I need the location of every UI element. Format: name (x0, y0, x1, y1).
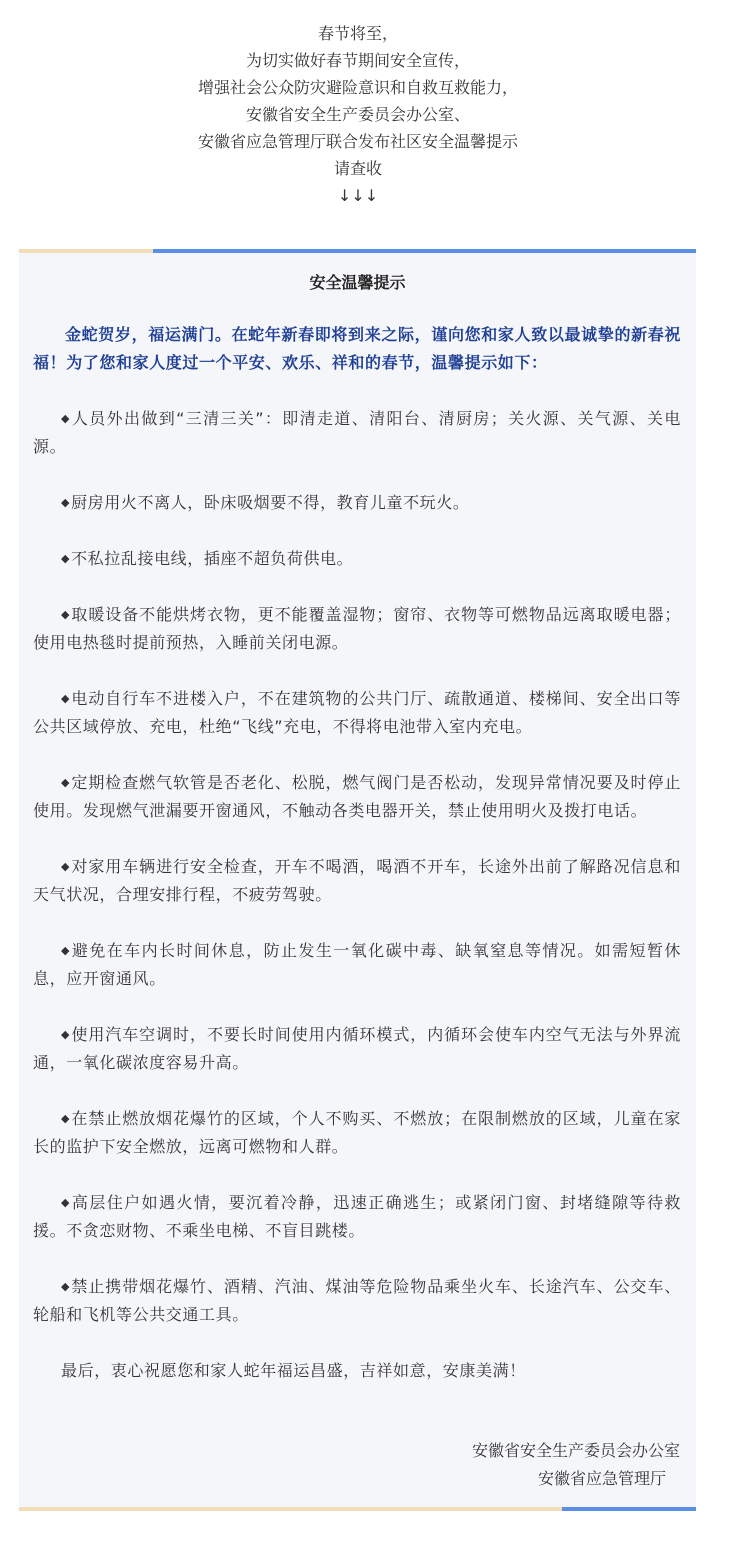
tip-item (33, 601, 681, 657)
tip-item (33, 937, 681, 993)
intro-line: 增强社会公众防灾避险意识和自救互救能力， (197, 78, 518, 97)
diamond-bullet-icon: ◆ (61, 1196, 71, 1209)
tip-item (33, 489, 681, 517)
tip-text: 人员外出做到“三清三关”：即清走道、清阳台、清厨房；关火源、关气源、关电源。 (33, 409, 682, 456)
intro-block (0, 20, 716, 209)
signature-line: 安徽省应急管理厅 (537, 1469, 666, 1488)
diamond-bullet-icon: ◆ (61, 1280, 71, 1293)
tip-text: 在禁止燃放烟花爆竹的区域，个人不购买、不燃放；在限制燃放的区域，儿童在家长的监护下安全燃放，远离可燃物和人群。 (33, 1109, 681, 1156)
tip-item (33, 853, 681, 909)
diamond-bullet-icon: ◆ (61, 776, 71, 789)
diamond-bullet-icon: ◆ (61, 692, 71, 705)
intro-line: 请查收 (333, 159, 382, 178)
diamond-bullet-icon: ◆ (61, 412, 71, 425)
greeting-paragraph: 金蛇贺岁，福运满门。在蛇年新春即将到来之际，谨向您和家人致以最诚挚的新春祝福！为了您和家人度过一个平安、欢乐、祥和的春节，温馨提示如下： (33, 325, 681, 372)
down-arrows-icon: ↓↓↓ (337, 186, 379, 205)
divider-blue-segment (562, 1507, 696, 1511)
diamond-bullet-icon: ◆ (61, 608, 71, 621)
tip-item (33, 1273, 681, 1329)
tips-list (33, 405, 681, 1329)
closing-paragraph: 最后，衷心祝愿您和家人蛇年福运昌盛，吉祥如意，安康美满！ (61, 1361, 526, 1380)
diamond-bullet-icon: ◆ (61, 944, 71, 957)
tip-text: 高层住户如遇火情，要沉着冷静，迅速正确逃生；或紧闭门窗、封堵缝隙等待救援。不贪恋财物、不乘坐电梯、不盲目跳楼。 (33, 1193, 681, 1240)
divider-gold-segment (19, 249, 153, 253)
divider-blue-segment (153, 249, 696, 253)
diamond-bullet-icon: ◆ (61, 496, 71, 509)
tip-text: 禁止携带烟花爆竹、酒精、汽油、煤油等危险物品乘坐火车、长途汽车、公交车、轮船和飞机等公共交通工具。 (33, 1277, 681, 1324)
card-bottom-divider (19, 1507, 696, 1511)
diamond-bullet-icon: ◆ (61, 1112, 71, 1125)
card-title: 安全温馨提示 (309, 273, 406, 292)
tip-text: 厨房用火不离人，卧床吸烟要不得，教育儿童不玩火。 (71, 493, 470, 512)
signature-block (472, 1437, 680, 1493)
tip-item (33, 1189, 681, 1245)
diamond-bullet-icon: ◆ (61, 1028, 71, 1041)
intro-line: 安徽省应急管理厅联合发布社区安全温馨提示 (197, 132, 518, 151)
tip-text: 不私拉乱接电线，插座不超负荷供电。 (71, 549, 354, 568)
intro-line: 为切实做好春节期间安全宣传， (245, 51, 470, 70)
card-top-divider (19, 249, 696, 253)
tip-text: 取暖设备不能烘烤衣物，更不能覆盖湿物；窗帘、衣物等可燃物品远离取暖电器；使用电热毯时提前预热，入睡前关闭电源。 (33, 605, 681, 652)
tip-text: 使用汽车空调时，不要长时间使用内循环模式，内循环会使车内空气无法与外界流通，一氧化碳浓度容易升高。 (33, 1025, 681, 1072)
signature-line: 安徽省安全生产委员会办公室 (471, 1441, 680, 1460)
safety-tips-card (19, 249, 696, 1511)
tip-item (33, 769, 681, 825)
tip-text: 避免在车内长时间休息，防止发生一氧化碳中毒、缺氧窒息等情况。如需短暂休息，应开窗通风。 (33, 941, 681, 988)
tip-item (33, 685, 681, 741)
tip-item (33, 1105, 681, 1161)
intro-line: 春节将至， (317, 24, 398, 43)
tip-text: 定期检查燃气软管是否老化、松脱，燃气阀门是否松动，发现异常情况要及时停止使用。发现燃气泄漏要开窗通风，不触动各类电器开关，禁止使用明火及拨打电话。 (33, 773, 681, 820)
tip-item (33, 545, 681, 573)
tip-text: 电动自行车不进楼入户，不在建筑物的公共门厅、疏散通道、楼梯间、安全出口等公共区域停放、充电，杜绝“飞线”充电，不得将电池带入室内充电。 (33, 689, 681, 736)
tip-item (33, 405, 681, 461)
card-content (33, 321, 681, 1411)
tip-text: 对家用车辆进行安全检查，开车不喝酒，喝酒不开车，长途外出前了解路况信息和天气状况，合理安排行程，不疲劳驾驶。 (33, 857, 681, 904)
diamond-bullet-icon: ◆ (61, 860, 71, 873)
intro-line: 安徽省安全生产委员会办公室、 (245, 105, 470, 124)
divider-gold-segment (19, 1507, 562, 1511)
diamond-bullet-icon: ◆ (61, 552, 71, 565)
tip-item (33, 1021, 681, 1077)
